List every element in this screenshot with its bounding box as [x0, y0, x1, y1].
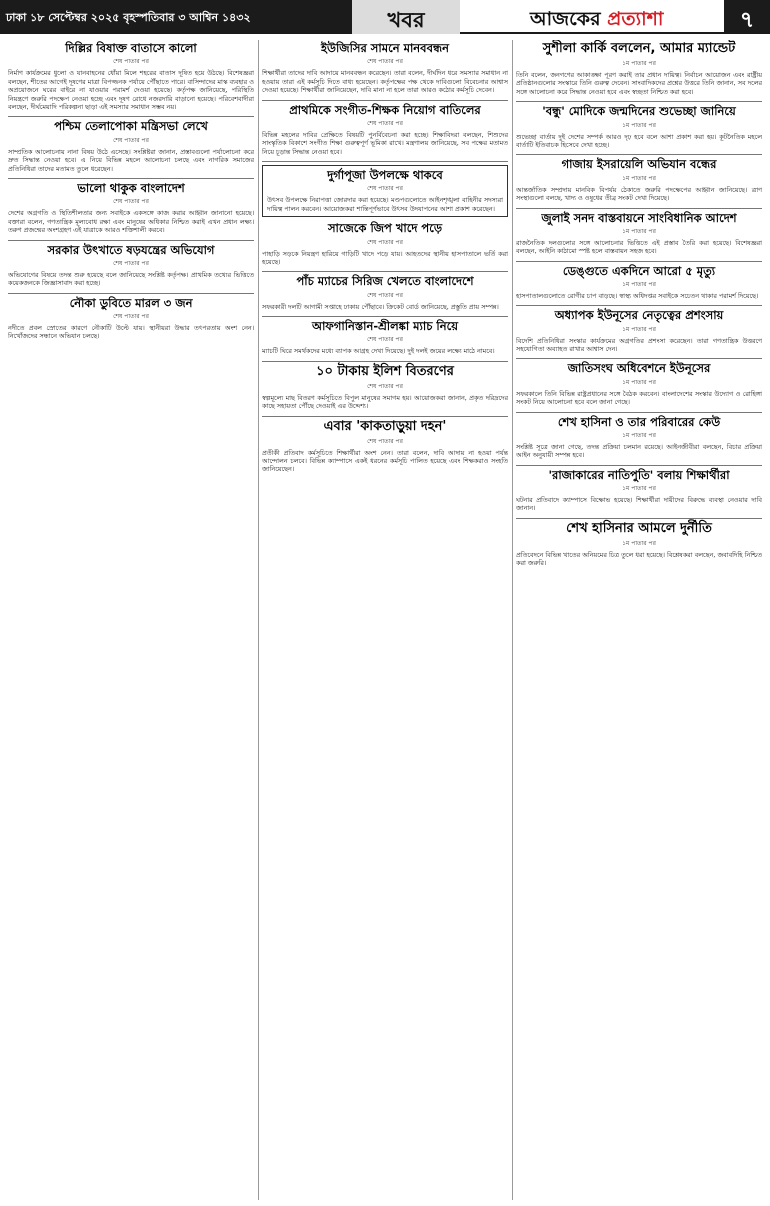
article-kicker: ১ম পাতার পর [622, 484, 656, 492]
article [262, 420, 508, 474]
article-headline[interactable]: ভালো থাকুক বাংলাদেশ [77, 181, 185, 196]
article-headline[interactable]: প্রাথমিকে সংগীত-শিক্ষক নিয়োগ বাতিলের [289, 102, 481, 117]
logo-part-1: আজকের [530, 8, 601, 30]
article-body: রাজনৈতিক দলগুলোর সঙ্গে আলোচনার ভিত্তিতে এই প্রস্তাব তৈরি করা হয়েছে। বিশেষজ্ঞরা বলছেন, আইনি কাঠামো স্পষ্ট হলে বাস্তবায়ন সহজ হবে। [516, 238, 762, 256]
article-headline[interactable]: ইউজিসির সামনে মানববন্ধন [321, 41, 449, 55]
article-body: ম্যাচটি ঘিরে সমর্থকদের মধ্যে ব্যাপক আগ্রহ দেখা দিয়েছে। দুই দলই জয়ের লক্ষ্যে মাঠে নামবে। [262, 347, 495, 356]
boxed-article [262, 165, 508, 217]
article-headline[interactable]: সরকার উৎখাতে ষড়যন্ত্রের অভিযোগ [47, 242, 215, 257]
divider [516, 358, 762, 359]
page-number-box [724, 0, 770, 34]
newspaper-logo [530, 5, 663, 37]
article-kicker: ১ম পাতার পর [622, 539, 656, 547]
article-kicker: শেষ পাতার পর [113, 198, 149, 206]
column-1 [8, 40, 254, 1200]
divider [8, 240, 254, 241]
divider [262, 416, 508, 417]
article [262, 320, 508, 356]
article-headline[interactable]: দিল্লির বিষাক্ত বাতাসে কালো [65, 41, 197, 55]
article-headline[interactable]: শেখ হাসিনার আমলে দুর্নীতি [566, 520, 712, 536]
article-body: সফরকারী দলটি আগামী সপ্তাহে ঢাকায় পৌঁছাবে। ক্রিকেট বোর্ড জানিয়েছে, প্রস্তুতি প্রায় সম্পন্ন। [262, 302, 499, 311]
divider [516, 412, 762, 413]
article-body: উৎসব উপলক্ষে নিরাপত্তা জোরদার করা হয়েছে। মণ্ডপগুলোতে আইনশৃঙ্খলা বাহিনীর সদস্যরা দায়িত্ব পালন করবেন। আয়োজকরা শান্তিপূর্ণভাবে উৎসব উদযাপনের আশা প্রকাশ করেছেন। [267, 196, 503, 213]
article [8, 297, 254, 341]
article-headline[interactable]: সাজেকে জিপ খাদে পড়ে [327, 221, 443, 236]
article-body: বিভিন্ন মহলের দাবির প্রেক্ষিতে বিষয়টি পুনর্বিবেচনা করা হচ্ছে। শিক্ষাবিদরা বলছেন, শিশুদের সাংস্কৃতিক বিকাশে সংগীত শিক্ষা গুরুত্বপূর্ণ ভূমিকা রাখে। মন্ত্রণালয় জানিয়েছে, সব পক্ষের মতামত নিয়ে চূড়ান্ত সিদ্ধান্ত নেওয়া হবে। [262, 130, 508, 156]
article-kicker: শেষ পাতার পর [367, 58, 403, 66]
divider [516, 208, 762, 209]
article [8, 42, 254, 111]
article-body: নির্মাণ কার্যক্রমের ধুলো ও যানবাহনের ধোঁয়া মিলে শহরের বাতাস দূষিত হয়ে উঠছে। বিশেষজ্ঞরা বলছেন, শীতের আগেই দূষণের মাত্রা বিপজ্জনক পর্যায়ে পৌঁছাতে পারে। বাসিন্দাদের মাস্ক ব্যবহার ও অপ্রয়োজনে ঘরের বাইরে না যাওয়ার পরামর্শ দেওয়া হয়েছে। কর্তৃপক্ষ জানিয়েছে, পরিস্থিতি নিয়ন্ত্রণে জরুরি পদক্ষেপ নেওয়া হচ্ছে এবং দূষণ রোধে নজরদারি বাড়ানো হয়েছে। পরিবেশবাদীরা বলছেন, দীর্ঘমেয়াদি পরিকল্পনা ছাড়া এই সমস্যার সমাধান সম্ভব নয়। [8, 69, 254, 112]
article-body: আন্তর্জাতিক সম্প্রদায় মানবিক বিপর্যয় ঠেকাতে জরুরি পদক্ষেপের আহ্বান জানিয়েছে। ত্রাণ সংস্থাগুলো বলছে, খাদ্য ও ওষুধের তীব্র সংকট দেখা দিয়েছে। [516, 185, 762, 203]
article [516, 42, 762, 96]
divider [8, 116, 254, 117]
article-body: দেশের অগ্রগতি ও স্থিতিশীলতার জন্য সবাইকে একসঙ্গে কাজ করার আহ্বান জানানো হয়েছে। বক্তারা বলেন, গণতান্ত্রিক মূল্যবোধ রক্ষা এবং মানুষের অধিকার নিশ্চিত করাই এখন প্রধান লক্ষ্য। তরুণ প্রজন্মের অংশগ্রহণ এই যাত্রাকে আরও শক্তিশালী করবে। [8, 209, 254, 235]
section-title: খবর [387, 8, 425, 32]
article-kicker: শেষ পাতার পর [113, 312, 149, 320]
article-headline[interactable]: নৌকা ডুবিতে মারল ৩ জন [69, 295, 193, 310]
divider [262, 316, 508, 317]
article [516, 212, 762, 256]
article-body: নদীতে প্রবল স্রোতের কারণে নৌকাটি উল্টে যায়। স্থানীয়রা উদ্ধার তৎপরতায় অংশ নেন। নিখোঁজদের সন্ধানে অভিযান চলছে। [8, 323, 254, 341]
article-body: শিক্ষার্থীরা তাদের দাবি আদায়ে মানববন্ধন করেছেন। তারা বলেন, দীর্ঘদিন ধরে সমস্যার সমাধান না হওয়ায় তারা এই কর্মসূচি দিতে বাধ্য হয়েছেন। কর্তৃপক্ষের পক্ষ থেকে দাবিগুলো বিবেচনার আশ্বাস দেওয়া হয়েছে। শিক্ষার্থীরা জানিয়েছেন, দাবি মানা না হলে তারা আরও কঠোর কর্মসূচি দেবেন। [262, 69, 508, 95]
article-body: প্রতিবেদনে বিভিন্ন খাতের অনিয়মের চিত্র তুলে ধরা হয়েছে। বিশ্লেষকরা বলছেন, জবাবদিহি নিশ্চিত করা জরুরি। [516, 550, 762, 568]
masthead [0, 0, 770, 34]
divider [516, 305, 762, 306]
article-kicker: শেষ পাতার পর [367, 119, 403, 127]
article-kicker: ১ম পাতার পর [622, 121, 656, 129]
article-headline[interactable]: জাতিসংঘ অধিবেশনে ইউনূসের [567, 361, 711, 376]
masthead-logo-area [460, 0, 724, 34]
article [8, 120, 254, 173]
article-headline[interactable]: দুর্গাপূজা উপলক্ষে থাকবে [327, 168, 443, 183]
article [262, 222, 508, 266]
article-kicker: শেষ পাতার পর [367, 336, 403, 344]
article-kicker: শেষ পাতার পর [367, 382, 403, 390]
article-headline[interactable]: ১০ টাকায় ইলিশ বিতরণের [316, 363, 454, 379]
article-kicker: ১ম পাতার পর [622, 227, 656, 235]
article-body: পাহাড়ি সড়কে নিয়ন্ত্রণ হারিয়ে গাড়িটি খাদে পড়ে যায়। আহতদের স্থানীয় হাসপাতালে ভর্তি করা হয়েছে। [262, 249, 508, 266]
divider [262, 361, 508, 362]
divider [262, 100, 508, 101]
article [516, 522, 762, 568]
article-headline[interactable]: ডেঙ্গুতে একদিনে আরো ৫ মৃত্যু [562, 263, 716, 278]
column-divider [258, 40, 259, 1200]
article [516, 158, 762, 202]
article-body: শুভেচ্ছা বার্তায় দুই দেশের সম্পর্ক আরও দৃঢ় হবে বলে আশা প্রকাশ করা হয়। কূটনৈতিক মহলে বার্তাটি ইতিবাচক হিসেবে দেখা হচ্ছে। [516, 132, 762, 149]
article-headline[interactable]: আফগানিস্তান-শ্রীলঙ্কা ম্যাচ নিয়ে [312, 319, 458, 334]
divider [516, 518, 762, 519]
article-kicker: ১ম পাতার পর [622, 174, 656, 182]
article-body: তিনি বলেন, জনগণের আকাঙ্ক্ষা পূরণ করাই তার প্রধান দায়িত্ব। নির্বাচন আয়োজন এবং রাষ্ট্রীয় প্রতিষ্ঠানগুলোর সংস্কারে তিনি গুরুত্ব দেবেন। সাংবাদিকদের প্রশ্নের উত্তরে তিনি জানান, সব দলের সঙ্গে আলোচনা করে সিদ্ধান্ত নেওয়া হবে এবং স্বচ্ছতা নিশ্চিত করা হবে। [516, 70, 762, 96]
article-kicker: শেষ পাতার পর [113, 58, 149, 66]
article-headline[interactable]: এবার 'কাকতাড়ুয়া দহন' [323, 418, 447, 434]
article-kicker: শেষ পাতার পর [367, 437, 403, 445]
column-3 [516, 40, 762, 1200]
divider [516, 465, 762, 466]
divider [262, 161, 508, 162]
logo-part-2: প্রত্যাশা [607, 8, 664, 30]
article-body: স্বল্পমূল্যে মাছ বিতরণ কর্মসূচিতে বিপুল মানুষের সমাগম হয়। আয়োজকরা জানান, প্রকৃত দরিদ্রদের কাছে সহায়তা পৌঁছে দেওয়াই এর উদ্দেশ্য। [262, 393, 508, 411]
article-kicker: শেষ পাতার পর [367, 291, 403, 299]
article [8, 244, 254, 288]
divider [516, 101, 762, 102]
article [516, 416, 762, 460]
article-headline[interactable]: পাঁচ ম্যাচের সিরিজ খেলতে বাংলাদেশে [296, 274, 474, 289]
article-body: অভিযোগের বিষয়ে তদন্ত শুরু হয়েছে বলে জানিয়েছে সংশ্লিষ্ট কর্তৃপক্ষ। প্রাথমিক তথ্যের ভিত্তিতে কয়েকজনকে জিজ্ঞাসাবাদ করা হচ্ছে। [8, 270, 254, 288]
article [262, 104, 508, 157]
article-body: ঘটনার প্রতিবাদে ক্যাম্পাসে বিক্ষোভ হয়েছে। শিক্ষার্থীরা দায়ীদের বিরুদ্ধে ব্যবস্থা নেওয়ার দাবি জানান। [516, 495, 762, 513]
article [262, 275, 508, 311]
article-kicker: শেষ পাতার পর [367, 238, 403, 246]
article [8, 182, 254, 235]
article-headline[interactable]: অধ্যাপক ইউনূসের নেতৃত্বের প্রশংসায় [554, 308, 724, 323]
article-kicker: ১ম পাতার পর [622, 378, 656, 386]
article-body: বিদেশি প্রতিনিধিরা সংস্কার কার্যক্রমের অগ্রগতির প্রশংসা করেছেন। তারা গণতান্ত্রিক উত্তরণে সহযোগিতা অব্যাহত রাখার আশ্বাস দেন। [516, 336, 762, 354]
section-title-box [352, 0, 460, 34]
article-body: প্রতীকী প্রতিবাদ কর্মসূচিতে শিক্ষার্থীরা অংশ নেন। তারা বলেন, দাবি আদায় না হওয়া পর্যন্ত আন্দোলন চলবে। বিভিন্ন ক্যাম্পাসে একই ধরনের কর্মসূচি পালিত হয়েছে এবং শিক্ষকরাও সংহতি জানিয়েছেন। [262, 448, 508, 474]
divider [262, 271, 508, 272]
masthead-date-bar [0, 0, 352, 34]
article-headline[interactable]: 'রাজাকারের নাতিপুতি' বলায় শিক্ষার্থীরা [548, 467, 730, 482]
article-headline[interactable]: সুশীলা কার্কি বললেন, আমার ম্যান্ডেট [542, 41, 736, 56]
column-divider [512, 40, 513, 1200]
article-kicker: শেষ পাতার পর [367, 185, 403, 193]
article-kicker: ১ম পাতার পর [622, 431, 656, 439]
article-kicker: শেষ পাতার পর [113, 136, 149, 144]
article-body: সফরকালে তিনি বিভিন্ন রাষ্ট্রপ্রধানের সঙ্গে বৈঠক করবেন। বাংলাদেশের সংস্কার উদ্যোগ ও রোহিঙ্গা সংকট নিয়ে আলোচনা হবে বলে জানা গেছে। [516, 389, 762, 407]
divider [8, 293, 254, 294]
article-headline[interactable]: পশ্চিম তেলাপোকা মন্ত্রিসভা লেখে [54, 119, 208, 134]
article-body: সংশ্লিষ্ট সূত্রে জানা গেছে, তদন্ত প্রক্রিয়া চলমান রয়েছে। আইনজীবীরা বলছেন, বিচার প্রক্রিয়া আইন অনুযায়ী সম্পন্ন হবে। [516, 442, 762, 460]
article [516, 362, 762, 406]
issue-date: ঢাকা ১৮ সেপ্টেম্বর ২০২৫ বৃহস্পতিবার ৩ আশ্বিন ১৪৩২ [6, 11, 251, 24]
article-headline[interactable]: শেখ হাসিনা ও তার পরিবারের কেউ [557, 414, 721, 429]
article-kicker: ১ম পাতার পর [622, 325, 656, 333]
divider [516, 154, 762, 155]
article-headline[interactable]: 'বন্ধু' মোদিকে জন্মদিনের শুভেচ্ছা জানিয়ে [542, 104, 736, 119]
article-headline[interactable]: গাজায় ইসরায়েলি অভিযান বন্ধের [561, 157, 717, 172]
article-kicker: শেষ পাতার পর [113, 259, 149, 267]
article-body: হাসপাতালগুলোতে রোগীর চাপ বাড়ছে। স্বাস্থ্য অধিদপ্তর সবাইকে সচেতন থাকার পরামর্শ দিয়েছে। [516, 291, 759, 300]
article-kicker: ১ম পাতার পর [622, 280, 656, 288]
article [262, 42, 508, 95]
article-body: সাম্প্রতিক আলোচনায় নানা বিষয় উঠে এসেছে। সংশ্লিষ্টরা জানান, প্রস্তাবগুলো পর্যালোচনা করে দ্রুত সিদ্ধান্ত নেওয়া হবে। এ নিয়ে বিভিন্ন মহলে আলোচনা চলছে এবং নাগরিক সমাজের প্রতিনিধিরা তাদের মতামত তুলে ধরেছেন। [8, 147, 254, 173]
page-number: ৭ [739, 8, 755, 33]
article [516, 265, 762, 301]
divider [8, 178, 254, 179]
article [516, 309, 762, 353]
column-2 [262, 40, 508, 1200]
divider [516, 261, 762, 262]
article-kicker: ১ম পাতার পর [622, 59, 656, 67]
article-headline[interactable]: জুলাই সনদ বাস্তবায়নে সাংবিধানিক আদেশ [541, 210, 737, 225]
article [516, 105, 762, 149]
article [262, 365, 508, 411]
article [516, 469, 762, 513]
